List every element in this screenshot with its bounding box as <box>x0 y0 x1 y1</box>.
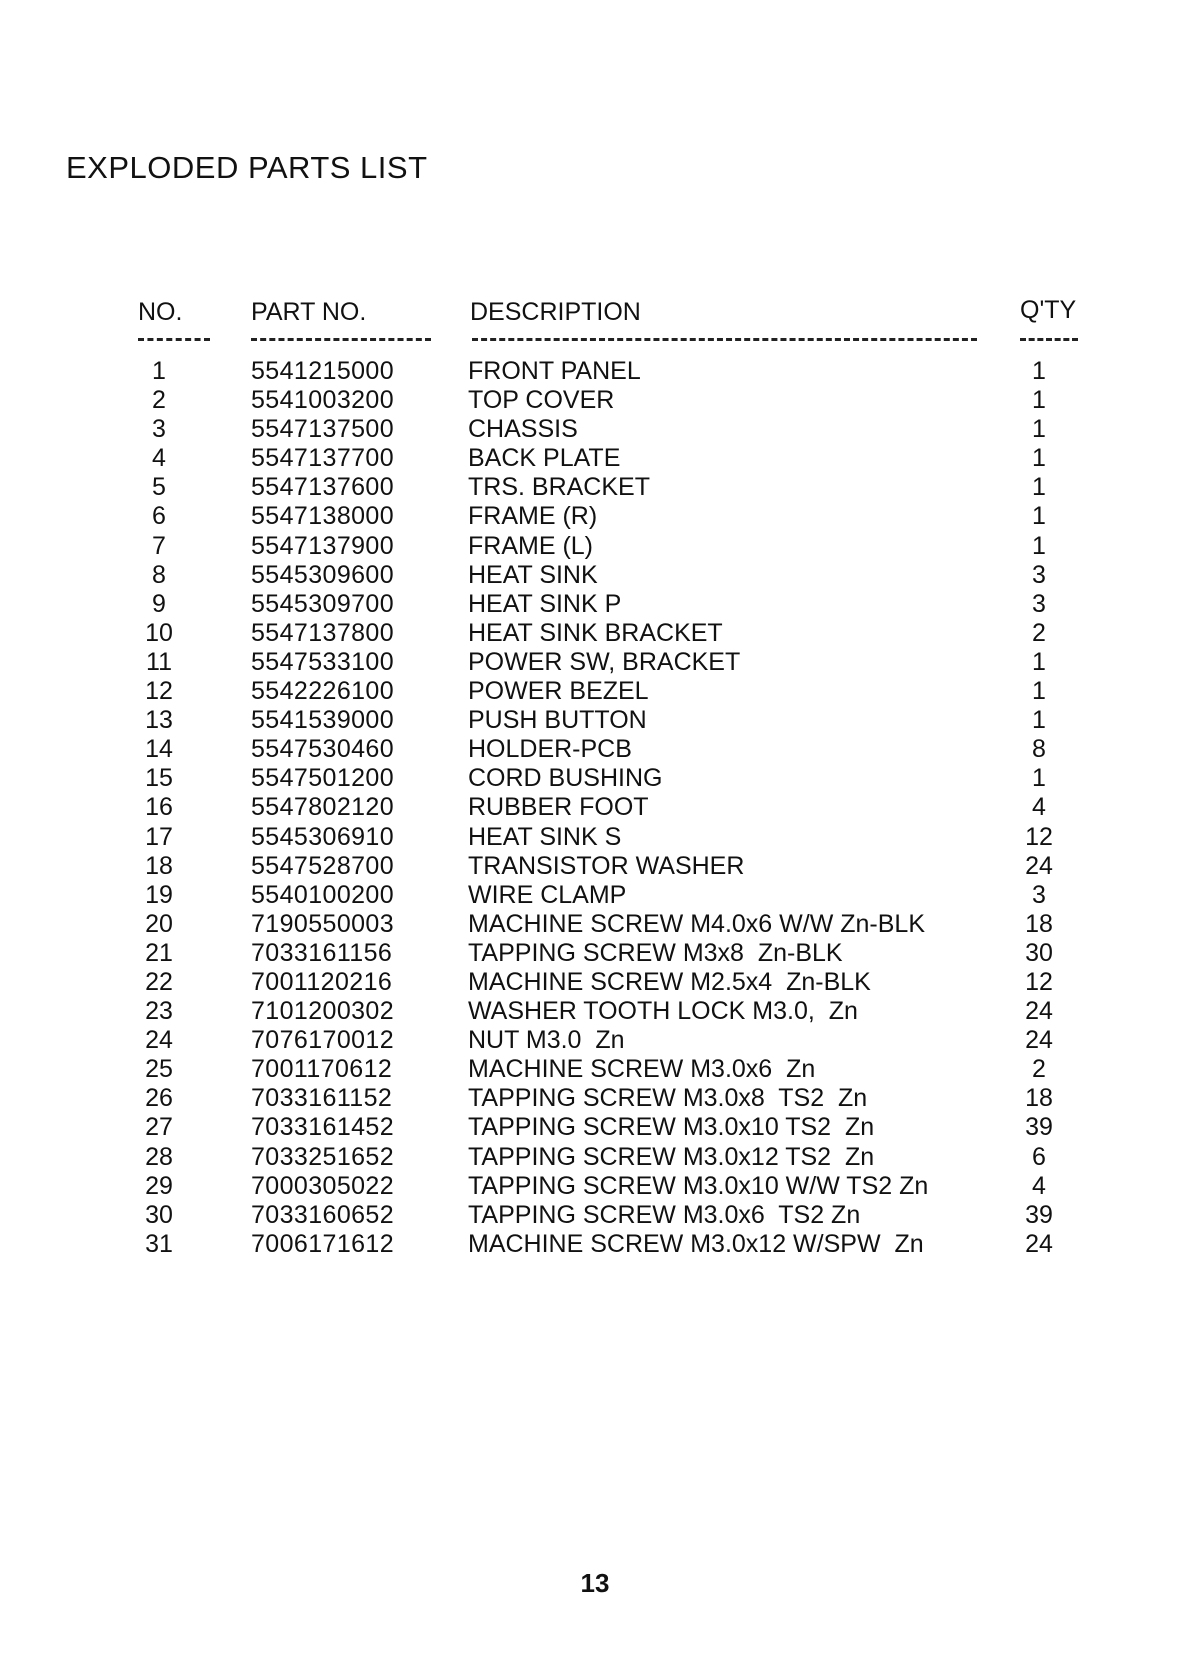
header-rule-description <box>472 338 977 341</box>
part-number: 5547137800 <box>251 618 395 647</box>
table-row <box>0 881 1190 910</box>
row-number: 5 <box>152 473 166 502</box>
table-row <box>0 1201 1190 1230</box>
part-description: WIRE CLAMP <box>468 880 627 909</box>
part-quantity: 1 <box>1032 647 1046 676</box>
part-number: 7006171612 <box>251 1229 395 1258</box>
column-header-no: NO. <box>138 298 183 326</box>
row-number: 24 <box>145 1026 173 1055</box>
part-number: 5545309600 <box>251 560 395 589</box>
part-quantity: 1 <box>1032 706 1046 735</box>
part-description: TAPPING SCREW M3.0x10 W/W TS2 Zn <box>468 1171 929 1200</box>
part-description: TAPPING SCREW M3.0x10 TS2 Zn <box>468 1113 875 1142</box>
part-quantity: 1 <box>1032 444 1046 473</box>
table-row <box>0 1230 1190 1259</box>
part-number: 5547138000 <box>251 502 395 531</box>
part-number: 7000305022 <box>251 1171 395 1200</box>
table-row <box>0 1113 1190 1142</box>
part-number: 5547137900 <box>251 531 395 560</box>
part-number: 7033161452 <box>251 1113 395 1142</box>
column-header-part-no: PART NO. <box>251 298 367 326</box>
part-number: 5547528700 <box>251 851 395 880</box>
table-row <box>0 648 1190 677</box>
part-number: 5542226100 <box>251 677 395 706</box>
part-quantity: 12 <box>1025 967 1053 996</box>
row-number: 31 <box>145 1229 173 1258</box>
part-number: 7076170012 <box>251 1026 395 1055</box>
part-number: 7001120216 <box>251 967 393 996</box>
part-quantity: 1 <box>1032 415 1046 444</box>
column-header-description: DESCRIPTION <box>470 298 641 326</box>
part-quantity: 8 <box>1032 735 1046 764</box>
row-number: 19 <box>145 880 173 909</box>
part-quantity: 3 <box>1032 560 1046 589</box>
row-number: 28 <box>145 1142 173 1171</box>
part-description: MACHINE SCREW M4.0x6 W/W Zn-BLK <box>468 909 925 938</box>
part-quantity: 1 <box>1032 502 1046 531</box>
part-description: POWER SW, BRACKET <box>468 647 741 676</box>
table-row <box>0 532 1190 561</box>
page-number: 13 <box>580 1568 610 1598</box>
part-description: TRANSISTOR WASHER <box>468 851 745 880</box>
part-quantity: 18 <box>1025 909 1053 938</box>
part-number: 5545306910 <box>251 822 395 851</box>
table-row <box>0 561 1190 590</box>
page-title: EXPLODED PARTS LIST <box>66 150 428 185</box>
row-number: 18 <box>145 851 173 880</box>
row-number: 25 <box>145 1055 173 1084</box>
table-row <box>0 823 1190 852</box>
part-description: HEAT SINK BRACKET <box>468 618 723 647</box>
header-rule-no <box>138 338 210 341</box>
part-number: 5547137600 <box>251 473 395 502</box>
part-description: TRS. BRACKET <box>468 473 650 502</box>
row-number: 8 <box>152 560 166 589</box>
part-quantity: 1 <box>1032 531 1046 560</box>
part-quantity: 24 <box>1025 1026 1053 1055</box>
row-number: 6 <box>152 502 166 531</box>
row-number: 4 <box>152 444 166 473</box>
part-number: 5547137500 <box>251 415 395 444</box>
part-quantity: 6 <box>1032 1142 1046 1171</box>
row-number: 12 <box>145 677 173 706</box>
part-number: 5540100200 <box>251 880 395 909</box>
part-description: TAPPING SCREW M3.0x12 TS2 Zn <box>468 1142 875 1171</box>
row-number: 26 <box>145 1084 173 1113</box>
part-number: 7001170612 <box>251 1055 393 1084</box>
part-description: RUBBER FOOT <box>468 793 649 822</box>
parts-table-body <box>0 357 1190 1259</box>
header-rule-qty <box>1020 338 1078 341</box>
part-description: MACHINE SCREW M2.5x4 Zn-BLK <box>468 967 871 996</box>
part-number: 5547533100 <box>251 647 395 676</box>
table-row <box>0 677 1190 706</box>
row-number: 13 <box>145 706 173 735</box>
part-description: HEAT SINK <box>468 560 598 589</box>
row-number: 16 <box>145 793 173 822</box>
part-description: TAPPING SCREW M3.0x8 TS2 Zn <box>468 1084 868 1113</box>
part-quantity: 39 <box>1025 1200 1053 1229</box>
part-quantity: 1 <box>1032 357 1046 385</box>
row-number: 9 <box>152 589 166 618</box>
table-row <box>0 415 1190 444</box>
part-quantity: 3 <box>1032 880 1046 909</box>
part-quantity: 1 <box>1032 677 1046 706</box>
row-number: 1 <box>152 357 166 385</box>
table-row <box>0 764 1190 793</box>
part-description: MACHINE SCREW M3.0x6 Zn <box>468 1055 816 1084</box>
row-number: 23 <box>145 997 173 1026</box>
part-description: HEAT SINK S <box>468 822 622 851</box>
part-number: 7033160652 <box>251 1200 395 1229</box>
part-quantity: 2 <box>1032 618 1046 647</box>
part-quantity: 39 <box>1025 1113 1053 1142</box>
part-description: PUSH BUTTON <box>468 706 647 735</box>
part-number: 7033161152 <box>251 1084 393 1113</box>
row-number: 29 <box>145 1171 173 1200</box>
part-description: FRONT PANEL <box>468 357 641 385</box>
table-row <box>0 619 1190 648</box>
part-quantity: 4 <box>1032 793 1046 822</box>
table-row <box>0 357 1190 386</box>
part-number: 5541539000 <box>251 706 395 735</box>
part-description: FRAME (R) <box>468 502 598 531</box>
part-quantity: 3 <box>1032 589 1046 618</box>
row-number: 3 <box>152 415 166 444</box>
part-description: CHASSIS <box>468 415 578 444</box>
part-number: 7033251652 <box>251 1142 395 1171</box>
row-number: 22 <box>145 967 173 996</box>
part-quantity: 24 <box>1025 1229 1053 1258</box>
table-row <box>0 1172 1190 1201</box>
part-number: 5541003200 <box>251 386 395 415</box>
part-quantity: 4 <box>1032 1171 1046 1200</box>
table-row <box>0 1026 1190 1055</box>
table-row <box>0 706 1190 735</box>
part-number: 5547137700 <box>251 444 395 473</box>
table-row <box>0 997 1190 1026</box>
row-number: 20 <box>145 909 173 938</box>
part-quantity: 1 <box>1032 473 1046 502</box>
row-number: 15 <box>145 764 173 793</box>
table-row <box>0 1055 1190 1084</box>
part-description: FRAME (L) <box>468 531 593 560</box>
part-quantity: 18 <box>1025 1084 1053 1113</box>
part-quantity: 30 <box>1025 938 1053 967</box>
table-row <box>0 735 1190 764</box>
part-quantity: 2 <box>1032 1055 1046 1084</box>
table-row <box>0 793 1190 822</box>
table-row <box>0 444 1190 473</box>
table-row <box>0 502 1190 531</box>
part-description: NUT M3.0 Zn <box>468 1026 625 1055</box>
part-description: WASHER TOOTH LOCK M3.0, Zn <box>468 997 858 1026</box>
part-description: POWER BEZEL <box>468 677 649 706</box>
part-number: 5545309700 <box>251 589 395 618</box>
part-number: 7101200302 <box>251 997 395 1026</box>
part-description: TAPPING SCREW M3.0x6 TS2 Zn <box>468 1200 861 1229</box>
row-number: 10 <box>145 618 173 647</box>
row-number: 2 <box>152 386 166 415</box>
table-row <box>0 910 1190 939</box>
part-number: 7190550003 <box>251 909 395 938</box>
part-description: HEAT SINK P <box>468 589 622 618</box>
part-quantity: 24 <box>1025 997 1053 1026</box>
part-description: CORD BUSHING <box>468 764 663 793</box>
table-row <box>0 473 1190 502</box>
table-row <box>0 852 1190 881</box>
row-number: 30 <box>145 1200 173 1229</box>
part-number: 5547530460 <box>251 735 395 764</box>
part-number: 5541215000 <box>251 357 395 385</box>
part-quantity: 24 <box>1025 851 1053 880</box>
table-row <box>0 386 1190 415</box>
part-quantity: 12 <box>1025 822 1053 851</box>
row-number: 21 <box>145 938 173 967</box>
table-row <box>0 1084 1190 1113</box>
column-header-qty: Q'TY <box>1020 296 1077 324</box>
row-number: 14 <box>145 735 173 764</box>
part-number: 5547802120 <box>251 793 395 822</box>
table-row <box>0 590 1190 619</box>
part-description: BACK PLATE <box>468 444 621 473</box>
part-number: 7033161156 <box>251 938 393 967</box>
row-number: 17 <box>145 822 173 851</box>
part-quantity: 1 <box>1032 764 1046 793</box>
part-quantity: 1 <box>1032 386 1046 415</box>
table-row <box>0 968 1190 997</box>
header-rule-part-no <box>251 338 431 341</box>
part-description: MACHINE SCREW M3.0x12 W/SPW Zn <box>468 1229 924 1258</box>
table-row <box>0 1143 1190 1172</box>
part-description: TAPPING SCREW M3x8 Zn-BLK <box>468 938 843 967</box>
table-row <box>0 939 1190 968</box>
part-description: HOLDER-PCB <box>468 735 632 764</box>
row-number: 11 <box>146 647 172 676</box>
part-number: 5547501200 <box>251 764 395 793</box>
part-description: TOP COVER <box>468 386 615 415</box>
row-number: 27 <box>145 1113 173 1142</box>
row-number: 7 <box>152 531 166 560</box>
